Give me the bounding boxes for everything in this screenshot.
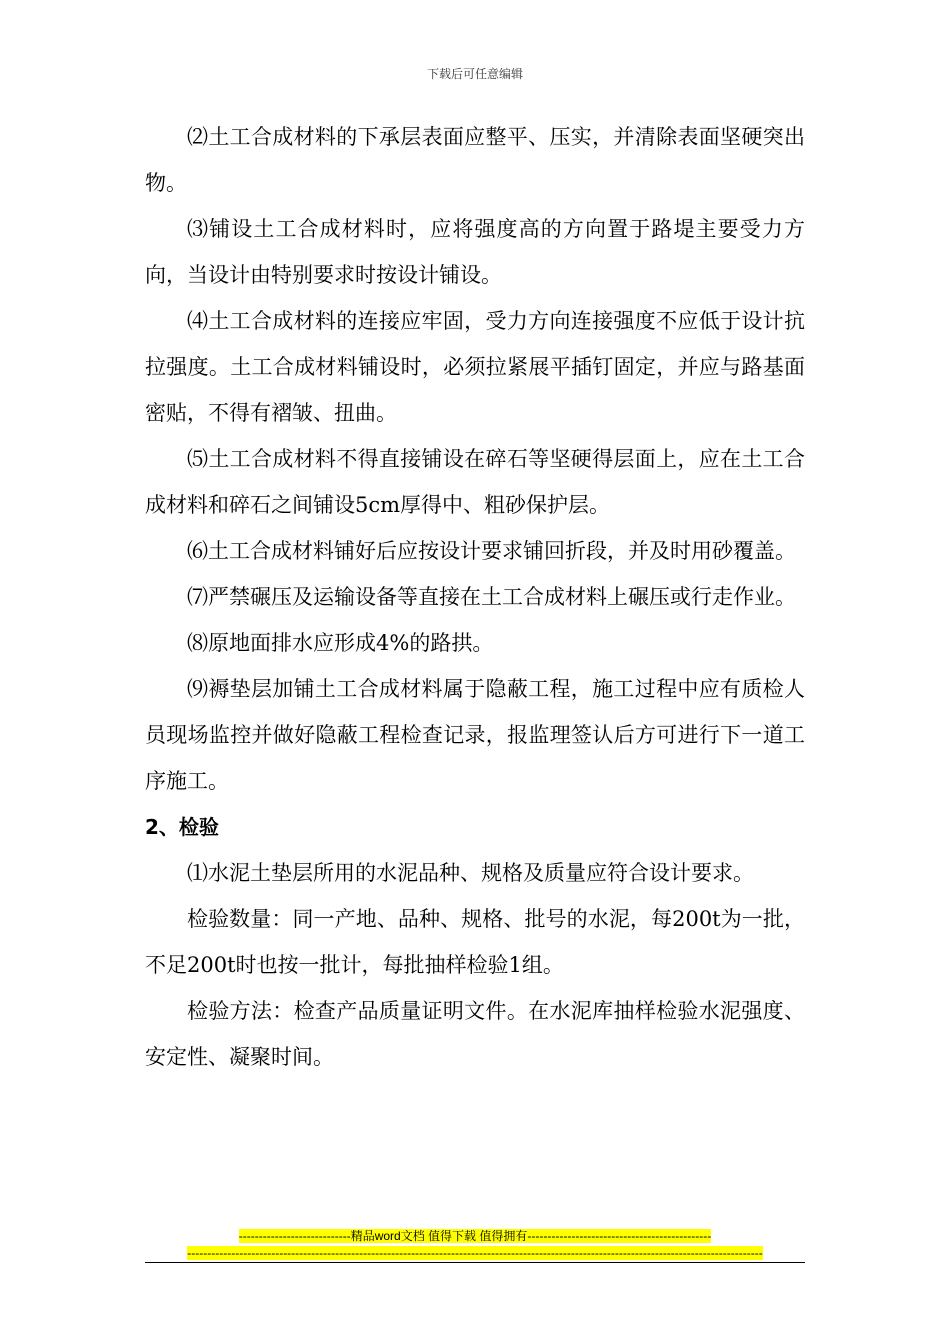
paragraph: ⑶铺设土工合成材料时，应将强度高的方向置于路堤主要受力方向，当设计由特别要求时按设计铺设。 — [145, 217, 805, 287]
paragraph: ⑷土工合成材料的连接应牢固，受力方向连接强度不应低于设计抗拉强度。土工合成材料铺设时，必须拉紧展平插钉固定，并应与路基面密贴，不得有褶皱、扭曲。 — [145, 309, 805, 425]
paragraph: ⑻原地面排水应形成4%的路拱。 — [187, 631, 494, 655]
footer-line-2-text: ------------------------------------------------------------------------------------------------------------------------------------------------ — [187, 1246, 763, 1260]
paragraph: 检验方法：检查产品质量证明文件。在水泥库抽样检验水泥强度、安定性、凝聚时间。 — [145, 999, 805, 1069]
footer-line-2 — [175, 1245, 775, 1262]
document-body — [145, 114, 805, 1080]
footer-rule — [145, 1262, 805, 1263]
paragraph: ⑸土工合成材料不得直接铺设在碎石等坚硬得层面上，应在土工合成材料和碎石之间铺设5cm厚得中、粗砂保护层。 — [145, 447, 805, 517]
header-note: 下载后可任意编辑 — [426, 67, 523, 81]
paragraph: ⑴水泥土垫层所用的水泥品种、规格及质量应符合设计要求。 — [187, 861, 754, 885]
paragraph: ⑼褥垫层加铺土工合成材料属于隐蔽工程，施工过程中应有质检人员现场监控并做好隐蔽工程检查记录，报监理签认后方可进行下一道工序施工。 — [145, 677, 805, 793]
paragraph: ⑵土工合成材料的下承层表面应整平、压实，并清除表面坚硬突出物。 — [145, 125, 805, 195]
paragraph: ⑹土工合成材料铺好后应按设计要求铺回折段，并及时用砂覆盖。 — [187, 539, 796, 563]
footer-line-1-text: ----------------------------精品word文档 值得下载 值得拥有---------------------------------------------- — [238, 1229, 712, 1243]
section-heading: 2、检验 — [145, 815, 219, 839]
paragraph: ⑺严禁碾压及运输设备等直接在土工合成材料上碾压或行走作业。 — [187, 585, 796, 609]
footer-line-1 — [180, 1228, 770, 1245]
paragraph: 检验数量：同一产地、品种、规格、批号的水泥，每200t为一批，不足200t时也按一批计，每批抽样检验1组。 — [145, 907, 805, 977]
footer-banner — [145, 1228, 805, 1262]
